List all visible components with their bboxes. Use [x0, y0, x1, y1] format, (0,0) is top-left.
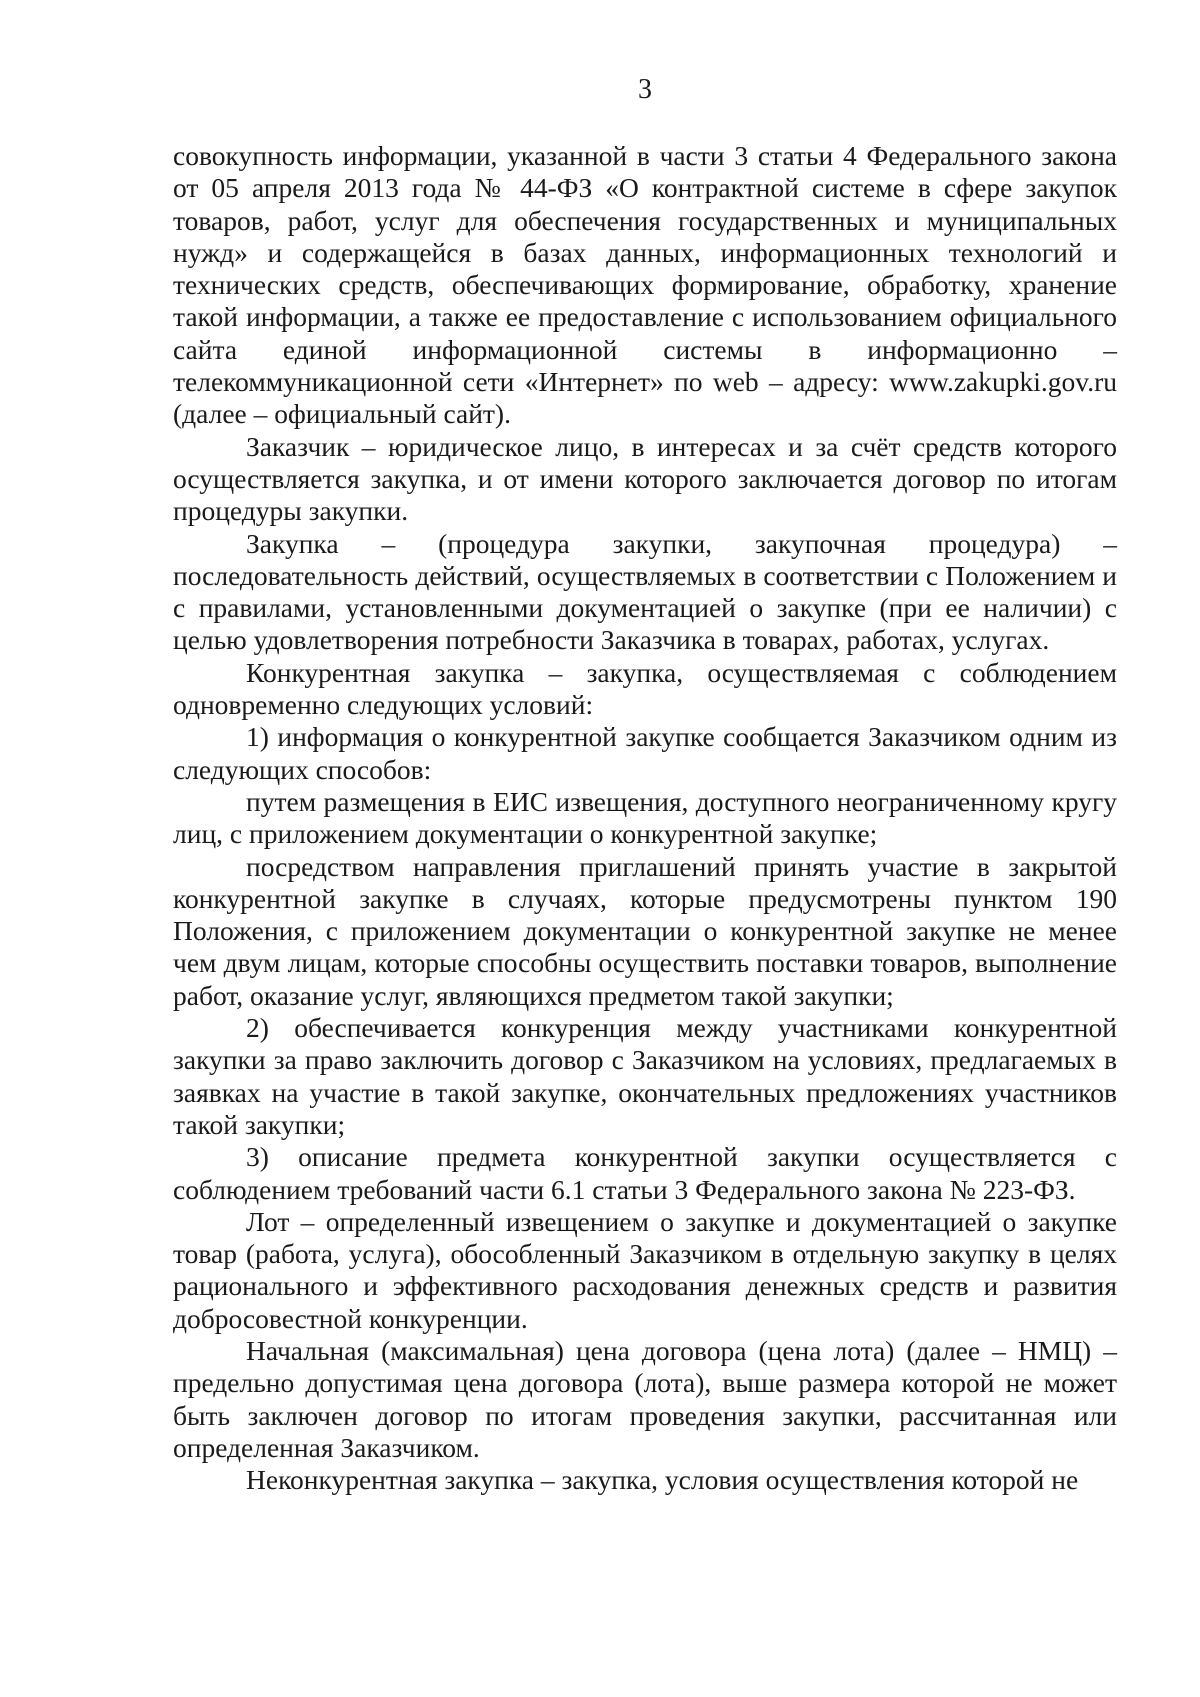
paragraph-condition-2: 2) обеспечивается конкуренция между участниками конкурентной закупки за право заключить договор с Заказчиком на условиях, предлагаемых в заявках на участие в такой закупке, окончательных предложениях участников такой закупки; — [173, 1012, 1117, 1140]
paragraph-definition-non-competitive: Неконкурентная закупка – закупка, условия осуществления которой не — [246, 1464, 1079, 1496]
paragraph-definition-procurement: Закупка – (процедура закупки, закупочная процедура) – последовательность действий, осуществляемых в соответствии с Положением и с правилами, установленными документацией о закупке (при ее наличии) с целью удовлетворения потребности Заказчика в товарах, работах, услугах. — [173, 527, 1117, 656]
paragraph-definition-nmc: Начальная (максимальная) цена договора (цена лота) (далее – НМЦ) – предельно допустимая цена договора (лота), выше размера которой не может быть заключен договор по итогам проведения закупки, рассчитанная или определенная Заказчиком. — [173, 1334, 1117, 1463]
page-number: 3 — [638, 74, 652, 105]
paragraph-method-eis: путем размещения в ЕИС извещения, доступного неограниченному кругу лиц, с приложением документации о конкурентной закупке; — [173, 785, 1117, 850]
paragraph-definition-lot: Лот – определенный извещением о закупке и документацией о закупке товар (работа, услуга), обособленный Заказчиком в отдельную закупку в целях рационального и эффективного расходования денежных средств и развития добросовестной конкуренции. — [173, 1205, 1117, 1334]
paragraph-condition-1: 1) информация о конкурентной закупке сообщается Заказчиком одним из следующих способов: — [173, 721, 1117, 785]
paragraph-definition-official-site: совокупность информации, указанной в части 3 статьи 4 Федерального закона от 05 апреля 2013 года № 44-ФЗ «О контрактной системе в сфере закупок товаров, работ, услуг для обеспечения государственных и муниципальных нужд» и содержащейся в базах данных, информационных технологий и технических средств, обеспечивающих формирование, обработку, хранение такой информации, а также ее предоставление с использованием официального сайта единой информационной системы в информационно – телекоммуникационной сети «Интернет» по web – адресу: www.zakupki.gov.ru (далее – официальный сайт). — [173, 140, 1117, 430]
paragraph-method-invitations: посредством направления приглашений принять участие в закрытой конкурентной закупке в случаях, которые предусмотрены пунктом 190 Положения, с приложением документации о конкурентной закупке не менее чем двум лицам, которые способны осуществить поставки товаров, выполнение работ, оказание услуг, являющихся предметом такой закупки; — [173, 850, 1117, 1011]
paragraph-definition-competitive-procurement: Конкурентная закупка – закупка, осуществляемая с соблюдением одновременно следующих условий: — [173, 656, 1117, 721]
document-body — [173, 140, 1117, 1496]
paragraph-definition-customer: Заказчик – юридическое лицо, в интересах и за счёт средств которого осуществляется закупка, и от имени которого заключается договор по итогам процедуры закупки. — [173, 430, 1117, 527]
paragraph-condition-3: 3) описание предмета конкурентной закупки осуществляется с соблюдением требований части 6.1 статьи 3 Федерального закона № 223-ФЗ. — [173, 1141, 1117, 1205]
